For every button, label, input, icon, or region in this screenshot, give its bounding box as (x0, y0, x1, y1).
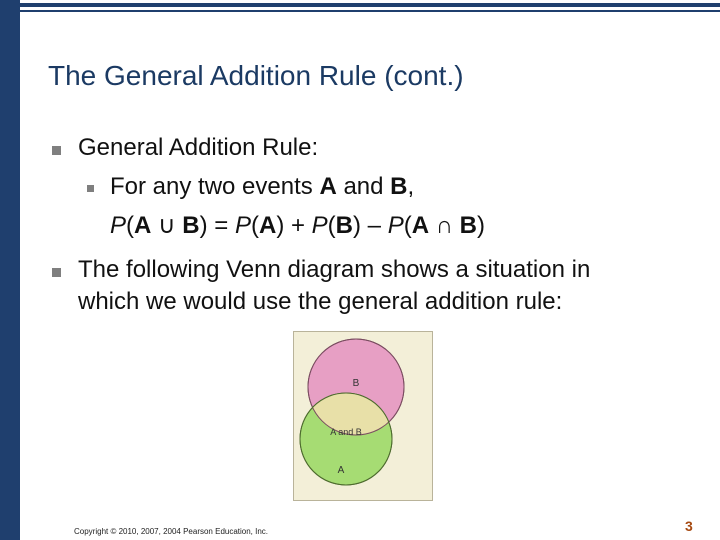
addition-rule-formula: P(A ∪ B) = P(A) + P(B) – P(A ∩ B) (110, 212, 485, 239)
bullet-venn-intro-line2: which we would use the general addition rule: (78, 288, 563, 315)
sub-bullet-any-two-events: For any two events A and B, (110, 173, 415, 200)
bullet-square-icon (52, 268, 61, 277)
bullet-general-rule: General Addition Rule: (78, 134, 319, 161)
copyright-notice: Copyright © 2010, 2007, 2004 Pearson Education, Inc. (74, 527, 269, 536)
venn-label-a: A (337, 465, 345, 476)
top-rule (20, 3, 720, 7)
left-accent-bar (0, 0, 20, 540)
sub-bullet-square-icon (87, 185, 94, 192)
slide-title: The General Addition Rule (cont.) (48, 60, 464, 91)
venn-diagram-svg (294, 332, 434, 502)
venn-diagram (293, 331, 433, 501)
venn-label-a-and-b: A and B (330, 427, 362, 437)
bullet-venn-intro-line1: The following Venn diagram shows a situation in (78, 256, 591, 283)
venn-label-b: B (352, 378, 360, 389)
bullet-square-icon (52, 146, 61, 155)
page-number: 3 (685, 518, 693, 534)
top-rule-thin (20, 10, 720, 12)
